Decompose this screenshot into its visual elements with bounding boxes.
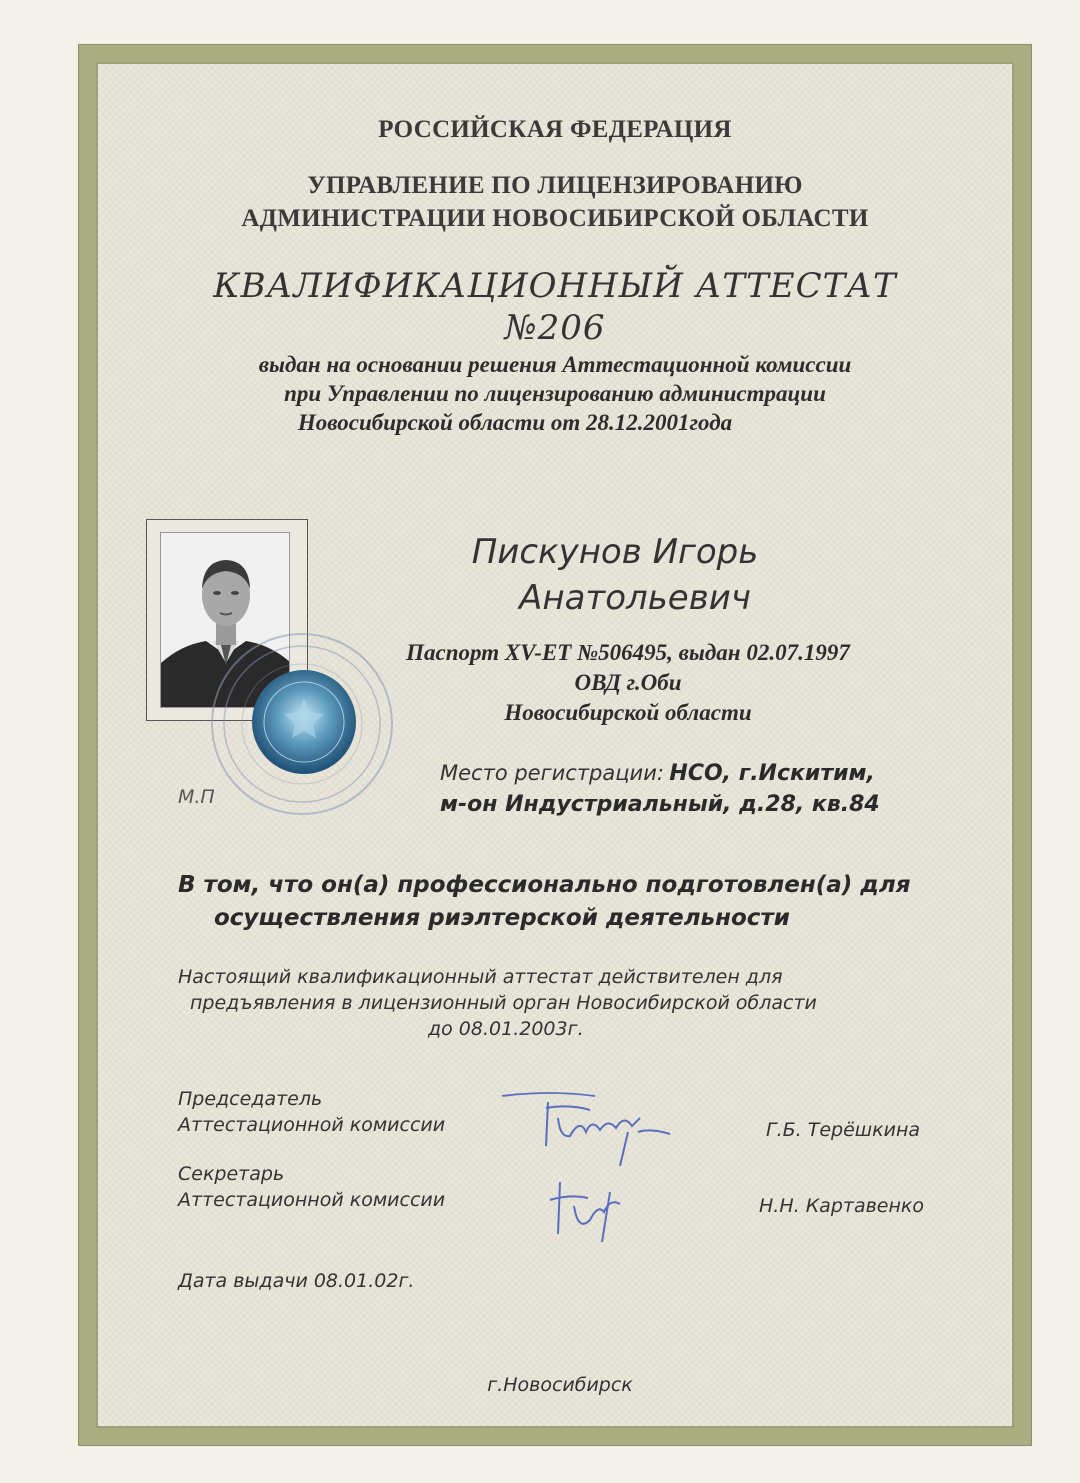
stamp-place-label: М.П xyxy=(178,786,215,808)
basis-line2: при Управлении по лицензированию администрации xyxy=(284,381,826,406)
validity-line1: Настоящий квалификационный аттестат действителен для xyxy=(178,966,783,988)
chair-name: Г.Б. Терёшкина xyxy=(766,1119,921,1141)
hologram-seal-icon xyxy=(250,668,358,776)
passport-line3: Новосибирской области xyxy=(504,700,752,725)
chair-role-line2: Аттестационной комиссии xyxy=(178,1114,446,1136)
secretary-signature xyxy=(540,1172,640,1244)
secretary-role-line1: Секретарь xyxy=(178,1163,285,1185)
issue-date: Дата выдачи 08.01.02г. xyxy=(178,1270,415,1292)
authority-heading-line1: УПРАВЛЕНИЕ ПО ЛИЦЕНЗИРОВАНИЮ xyxy=(307,172,803,199)
holder-name-line2: Анатольевич xyxy=(519,578,751,618)
chair-signature xyxy=(500,1088,680,1168)
validity-line2: предъявления в лицензионный орган Новосибирской области xyxy=(190,992,817,1014)
document-title: КВАЛИФИКАЦИОННЫЙ АТТЕСТАТ xyxy=(213,266,897,306)
statement-line2: осуществления риэлтерской деятельности xyxy=(214,905,790,931)
passport-line1: Паспорт XV-ЕТ №506495, выдан 02.07.1997 xyxy=(406,640,850,665)
holder-name-line1: Пискунов Игорь xyxy=(471,532,759,572)
authority-heading-line2: АДМИНИСТРАЦИИ НОВОСИБИРСКОЙ ОБЛАСТИ xyxy=(241,205,869,232)
chair-role-line1: Председатель xyxy=(178,1088,323,1110)
secretary-name: Н.Н. Картавенко xyxy=(759,1195,925,1217)
registration-city: НСО, г.Искитим, xyxy=(669,761,875,786)
passport-line2: ОВД г.Оби xyxy=(574,670,682,695)
certificate-number: №206 xyxy=(504,308,606,348)
registration-address: м-он Индустриальный, д.28, кв.84 xyxy=(440,792,880,817)
validity-line3: до 08.01.2003г. xyxy=(428,1018,584,1040)
registration-line1-group xyxy=(440,760,940,786)
basis-line1: выдан на основании решения Аттестационной комиссии xyxy=(258,352,852,377)
basis-line3: Новосибирской области от 28.12.2001года xyxy=(297,410,733,435)
issue-city: г.Новосибирск xyxy=(487,1374,633,1396)
secretary-role-line2: Аттестационной комиссии xyxy=(178,1189,446,1211)
country-heading: РОССИЙСКАЯ ФЕДЕРАЦИЯ xyxy=(378,116,732,143)
registration-label: Место регистрации: xyxy=(440,761,664,785)
statement-line1: В том, что он(а) профессионально подготовлен(а) для xyxy=(178,872,911,898)
